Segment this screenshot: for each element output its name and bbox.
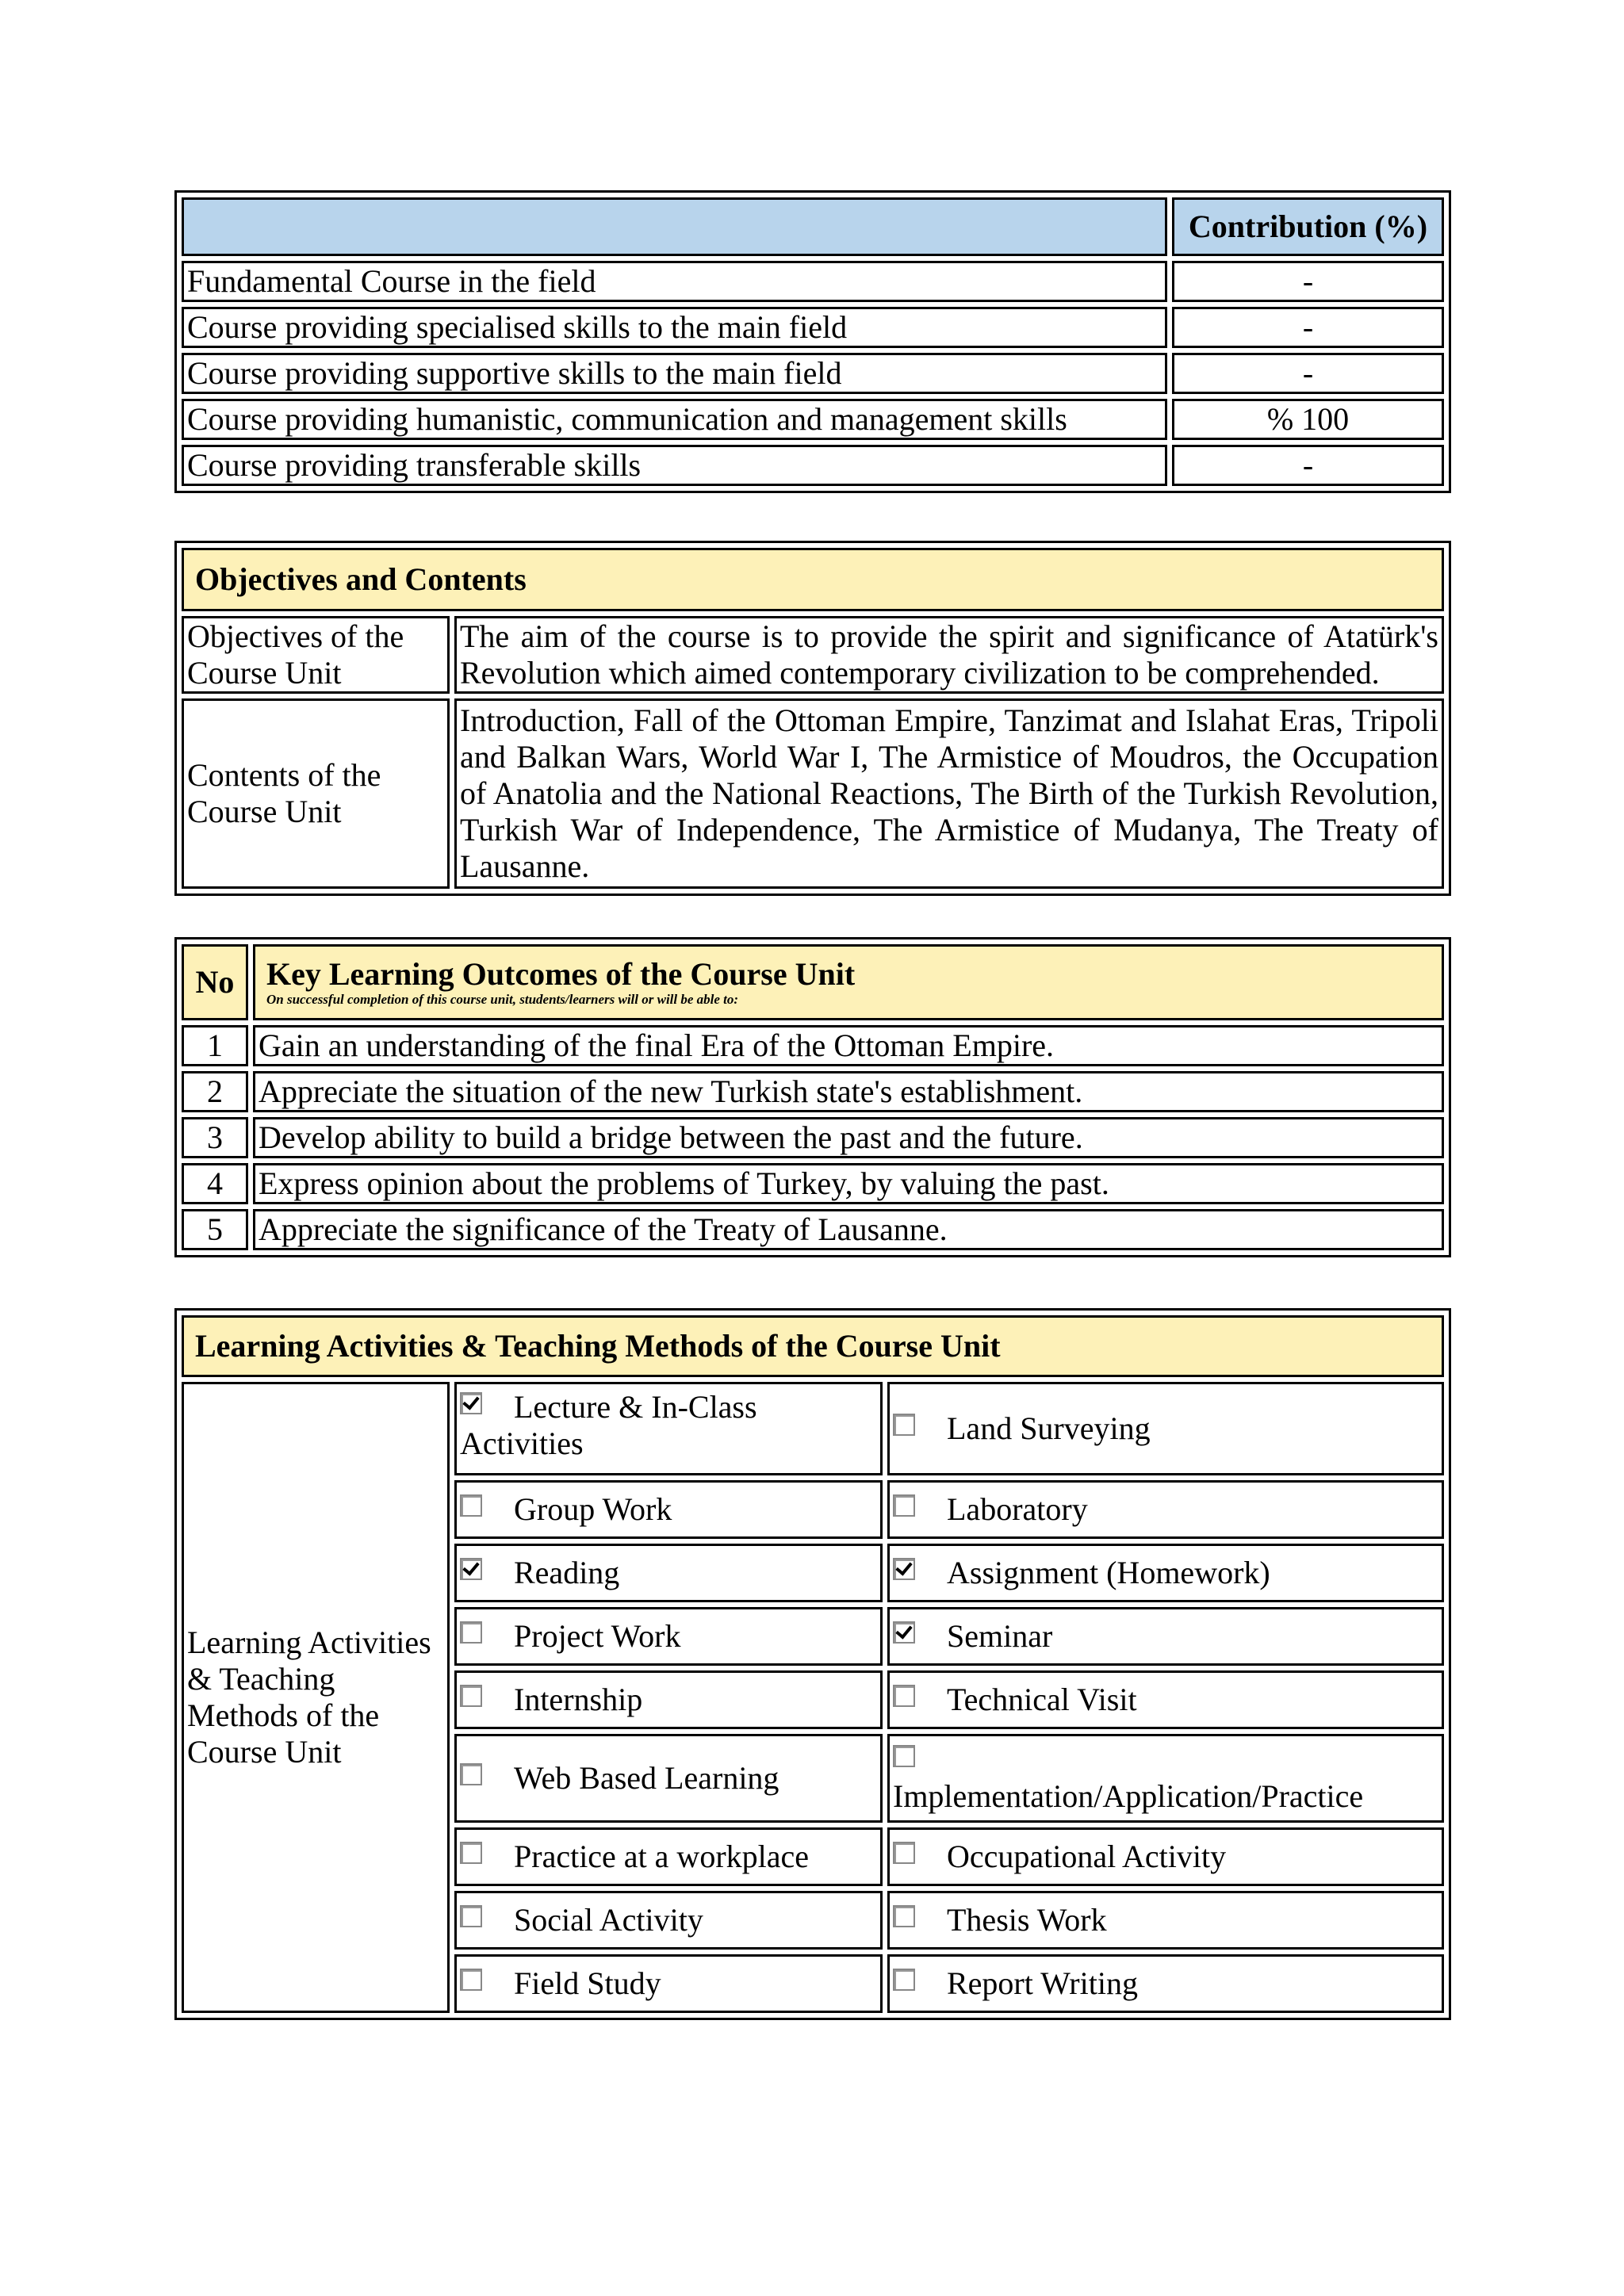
activity-cell bbox=[454, 1734, 883, 1823]
outcome-text: Appreciate the situation of the new Turkish state's establishment. bbox=[253, 1071, 1444, 1112]
objectives-table bbox=[174, 541, 1451, 896]
reading-checkbox[interactable] bbox=[460, 1558, 482, 1580]
activity-label: Occupational Activity bbox=[947, 1839, 1227, 1874]
activity-cell bbox=[887, 1480, 1444, 1539]
report-writing-checkbox[interactable] bbox=[893, 1969, 915, 1991]
outcome-no: 4 bbox=[182, 1163, 248, 1204]
contribution-row-value: - bbox=[1172, 445, 1444, 486]
contribution-row-value: - bbox=[1172, 353, 1444, 394]
outcome-text: Gain an understanding of the final Era of the Ottoman Empire. bbox=[253, 1025, 1444, 1066]
outcomes-table bbox=[174, 937, 1451, 1257]
contribution-row-label: Course providing humanistic, communication and management skills bbox=[182, 399, 1167, 440]
activity-label: Implementation/Application/Practice bbox=[893, 1778, 1364, 1814]
activities-side-label: Learning Activities & Teaching Methods of the Course Unit bbox=[182, 1382, 450, 2013]
activity-cell bbox=[454, 1670, 883, 1729]
activity-cell bbox=[454, 1827, 883, 1886]
contribution-header-blank bbox=[182, 197, 1167, 256]
outcomes-subtitle: On successful completion of this course unit, students/learners will or will be able to: bbox=[266, 992, 739, 1007]
activity-label: Thesis Work bbox=[947, 1902, 1107, 1938]
objectives-title: Objectives and Contents bbox=[182, 548, 1444, 611]
objectives-text: The aim of the course is to provide the spirit and significance of Atatürk's Revolution which aimed contemporary civilization to be comprehended. bbox=[454, 616, 1444, 694]
contribution-row-label: Course providing supportive skills to the main field bbox=[182, 353, 1167, 394]
activity-label: Practice at a workplace bbox=[514, 1839, 810, 1874]
activity-label: Laboratory bbox=[947, 1491, 1088, 1527]
contribution-row-label: Fundamental Course in the field bbox=[182, 261, 1167, 302]
activity-label: Internship bbox=[514, 1682, 643, 1717]
activity-cell bbox=[454, 1544, 883, 1602]
group-work-checkbox[interactable] bbox=[460, 1494, 482, 1517]
implementation-checkbox[interactable] bbox=[893, 1745, 915, 1767]
project-work-checkbox[interactable] bbox=[460, 1621, 482, 1644]
laboratory-checkbox[interactable] bbox=[893, 1494, 915, 1517]
activities-title: Learning Activities & Teaching Methods of the Course Unit bbox=[182, 1315, 1444, 1377]
outcome-text: Express opinion about the problems of Turkey, by valuing the past. bbox=[253, 1163, 1444, 1204]
contribution-row-label: Course providing specialised skills to the main field bbox=[182, 307, 1167, 348]
seminar-checkbox[interactable] bbox=[893, 1621, 915, 1644]
assignment-checkbox[interactable] bbox=[893, 1558, 915, 1580]
activities-table bbox=[174, 1308, 1451, 2020]
activity-label: Field Study bbox=[514, 1965, 661, 2001]
activity-label: Lecture & In-Class Activities bbox=[460, 1389, 757, 1461]
field-study-checkbox[interactable] bbox=[460, 1969, 482, 1991]
outcome-text: Appreciate the significance of the Treaty of Lausanne. bbox=[253, 1209, 1444, 1250]
activity-cell bbox=[887, 1607, 1444, 1666]
contents-text: Introduction, Fall of the Ottoman Empire, Tanzimat and Islahat Eras, Tripoli and Balkan Wars, World War I, The Armistice of Moudros, the Occupation of Anatolia and the National Reactions, The Birth of the Turkish Revolution, Turkish War of Independence, The Armistice of Mudanya, The Treaty of Lausanne. bbox=[454, 698, 1444, 889]
outcome-text: Develop ability to build a bridge between the past and the future. bbox=[253, 1117, 1444, 1158]
thesis-work-checkbox[interactable] bbox=[893, 1905, 915, 1927]
web-based-learning-checkbox[interactable] bbox=[460, 1763, 482, 1785]
activity-label: Report Writing bbox=[947, 1965, 1138, 2001]
activity-cell bbox=[454, 1954, 883, 2013]
activity-label: Project Work bbox=[514, 1618, 681, 1654]
occupational-activity-checkbox[interactable] bbox=[893, 1842, 915, 1864]
activity-cell bbox=[887, 1954, 1444, 2013]
outcomes-no-header: No bbox=[182, 944, 248, 1020]
activity-label: Technical Visit bbox=[947, 1682, 1137, 1717]
activity-label: Group Work bbox=[514, 1491, 672, 1527]
objectives-label: Objectives of the Course Unit bbox=[182, 616, 450, 694]
outcomes-title: Key Learning Outcomes of the Course Unit bbox=[266, 956, 856, 992]
social-activity-checkbox[interactable] bbox=[460, 1905, 482, 1927]
outcome-no: 2 bbox=[182, 1071, 248, 1112]
contribution-row-value: - bbox=[1172, 261, 1444, 302]
contents-label: Contents of the Course Unit bbox=[182, 698, 450, 889]
activity-cell bbox=[454, 1607, 883, 1666]
activity-cell bbox=[454, 1891, 883, 1950]
activity-cell bbox=[887, 1891, 1444, 1950]
outcomes-header bbox=[253, 944, 1444, 1020]
activity-label: Reading bbox=[514, 1555, 620, 1590]
outcome-no: 5 bbox=[182, 1209, 248, 1250]
activity-label: Land Surveying bbox=[947, 1410, 1151, 1446]
activity-cell bbox=[887, 1734, 1444, 1823]
internship-checkbox[interactable] bbox=[460, 1685, 482, 1707]
activity-label: Assignment (Homework) bbox=[947, 1555, 1270, 1590]
contribution-row-label: Course providing transferable skills bbox=[182, 445, 1167, 486]
contribution-table bbox=[174, 190, 1451, 493]
activity-cell bbox=[887, 1827, 1444, 1886]
activity-cell bbox=[454, 1382, 883, 1475]
outcome-no: 1 bbox=[182, 1025, 248, 1066]
contribution-header: Contribution (%) bbox=[1172, 197, 1444, 256]
activity-cell bbox=[887, 1544, 1444, 1602]
practice-workplace-checkbox[interactable] bbox=[460, 1842, 482, 1864]
activity-cell bbox=[454, 1480, 883, 1539]
outcome-no: 3 bbox=[182, 1117, 248, 1158]
activity-cell bbox=[887, 1382, 1444, 1475]
activity-label: Seminar bbox=[947, 1618, 1053, 1654]
activity-label: Social Activity bbox=[514, 1902, 703, 1938]
activity-cell bbox=[887, 1670, 1444, 1729]
contribution-row-value: % 100 bbox=[1172, 399, 1444, 440]
contribution-row-value: - bbox=[1172, 307, 1444, 348]
activity-label: Web Based Learning bbox=[514, 1760, 779, 1796]
technical-visit-checkbox[interactable] bbox=[893, 1685, 915, 1707]
lecture-checkbox[interactable] bbox=[460, 1392, 482, 1414]
land-surveying-checkbox[interactable] bbox=[893, 1414, 915, 1436]
